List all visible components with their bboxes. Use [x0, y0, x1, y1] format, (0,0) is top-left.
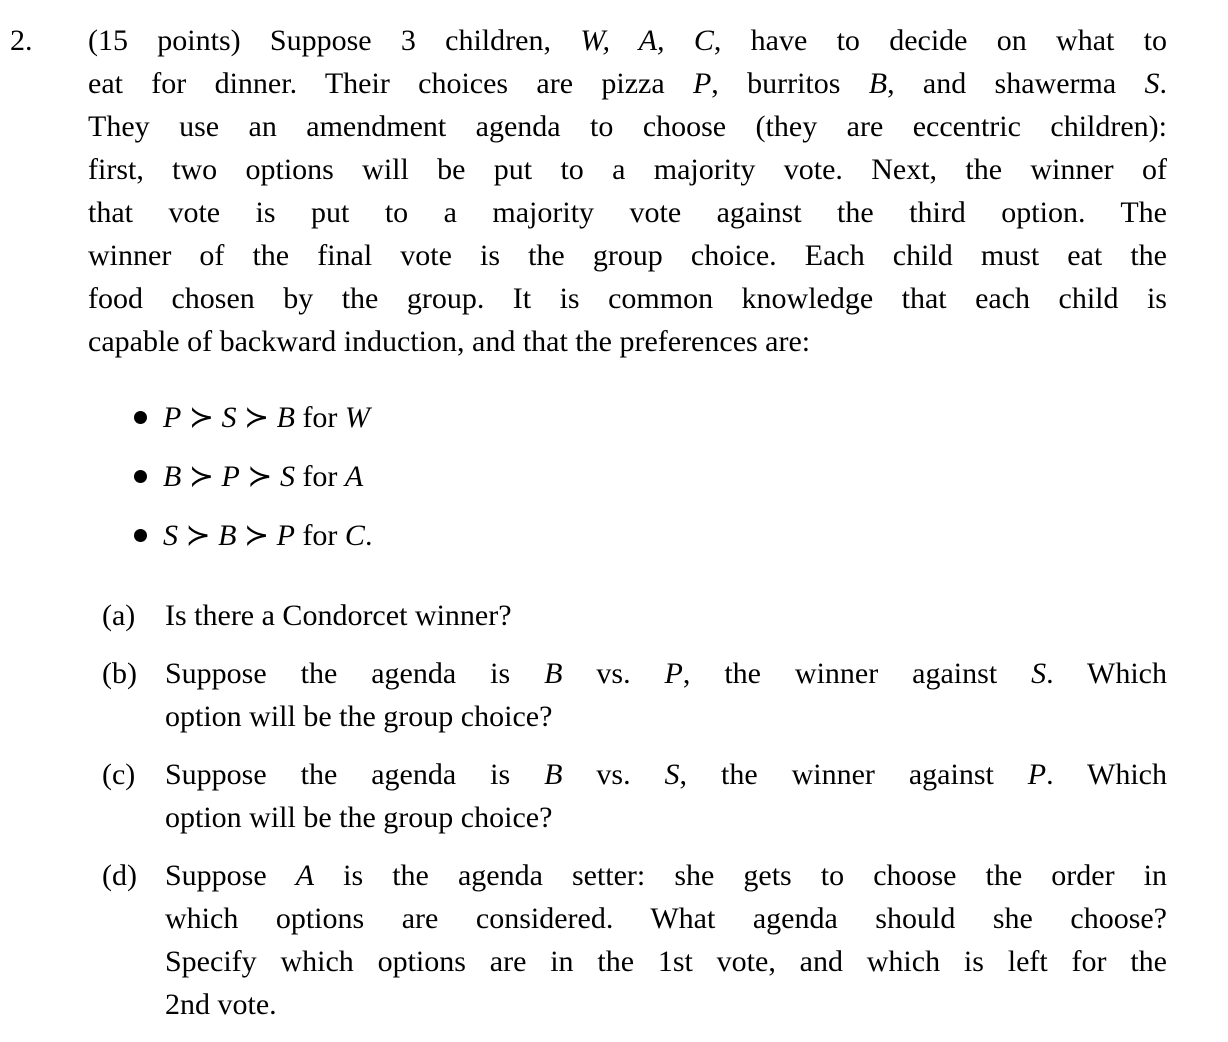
preference-text: P ≻ S ≻ B for W	[163, 401, 370, 434]
subquestion-line: Is there a Condorcet winner?	[165, 599, 512, 632]
bullet-icon	[134, 411, 147, 424]
subquestion-line: which options are considered. What agenda should she choose?	[165, 902, 1167, 935]
intro-line: They use an amendment agenda to choose (they are eccentric children):	[88, 110, 1167, 143]
subquestion-line: Specify which options are in the 1st vote, and which is left for the	[165, 945, 1167, 978]
intro-line: first, two options will be put to a majority vote. Next, the winner of	[88, 153, 1167, 186]
subquestion-text	[165, 594, 1167, 637]
subquestion-line: 2nd vote.	[165, 988, 277, 1021]
bullet-icon	[134, 529, 147, 542]
subquestion-label: (a)	[102, 599, 136, 632]
intro-line: food chosen by the group. It is common knowledge that each child is	[88, 282, 1167, 315]
subquestion-c	[88, 753, 1167, 839]
subquestion-line: Suppose the agenda is B vs. S, the winner against P. Which	[165, 758, 1167, 791]
subquestion-label: (d)	[102, 859, 137, 892]
list-item	[88, 514, 1167, 557]
subquestion-line: option will be the group choice?	[165, 801, 553, 834]
list-item	[88, 455, 1167, 498]
subquestion-line: Suppose A is the agenda setter: she gets to choose the order in	[165, 859, 1167, 892]
preference-text: B ≻ P ≻ S for A	[163, 460, 364, 493]
intro-line: eat for dinner. Their choices are pizza P, burritos B, and shawerma S.	[88, 67, 1167, 100]
preferences-list	[88, 396, 1167, 557]
problem-body	[88, 19, 1167, 1026]
problem-item	[10, 19, 1167, 1026]
subquestion-line: Suppose the agenda is B vs. P, the winner against S. Which	[165, 657, 1167, 690]
problem-number: 2.	[10, 24, 33, 57]
intro-line: capable of backward induction, and that the preferences are:	[88, 325, 811, 358]
subquestion-a	[88, 594, 1167, 637]
subquestion-text	[165, 652, 1167, 738]
subquestion-label: (b)	[102, 657, 137, 690]
subquestion-line: option will be the group choice?	[165, 700, 553, 733]
intro-line: that vote is put to a majority vote against the third option. The	[88, 196, 1167, 229]
preference-text: S ≻ B ≻ P for C.	[163, 519, 373, 552]
bullet-icon	[134, 470, 147, 483]
list-item	[88, 396, 1167, 439]
subquestion-b	[88, 652, 1167, 738]
subquestion-text	[165, 854, 1167, 1026]
intro-line: winner of the final vote is the group choice. Each child must eat the	[88, 239, 1167, 272]
intro-line: (15 points) Suppose 3 children, W, A, C, have to decide on what to	[88, 24, 1167, 57]
subquestion-label: (c)	[102, 758, 136, 791]
subquestion-d	[88, 854, 1167, 1026]
problem-intro-paragraph	[88, 19, 1167, 363]
subquestion-text	[165, 753, 1167, 839]
